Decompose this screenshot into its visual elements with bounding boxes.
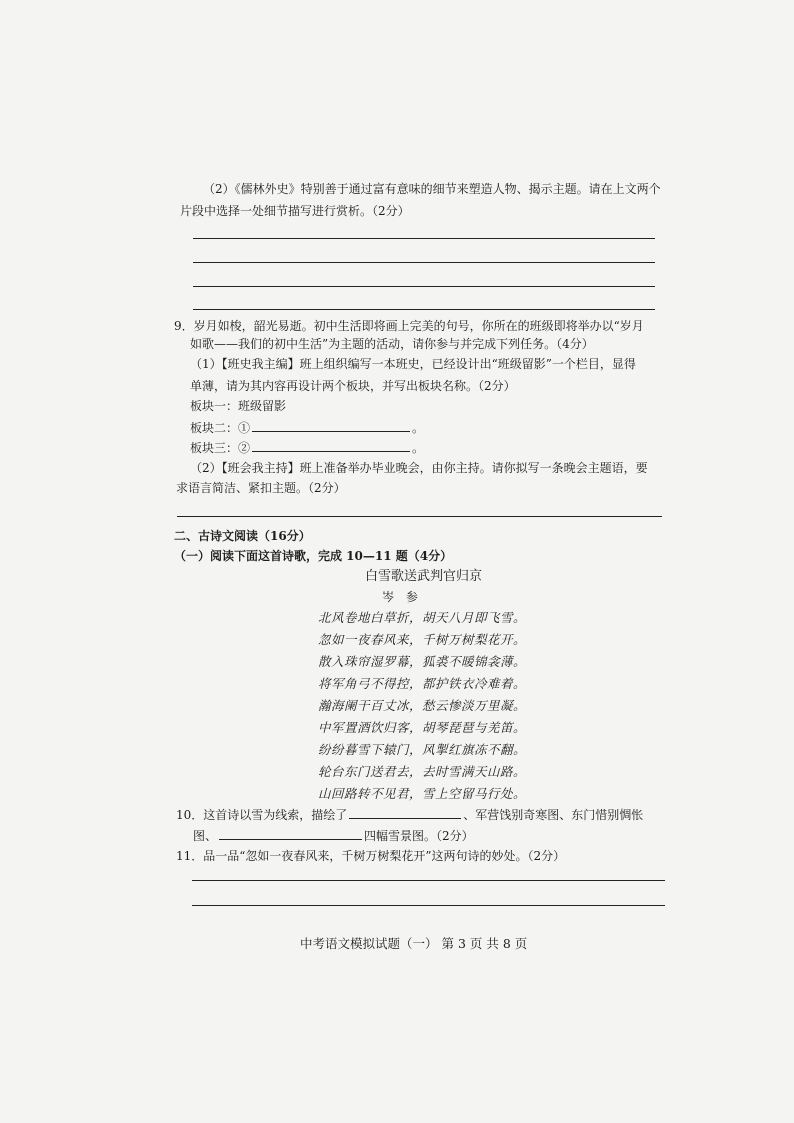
block-3-label: 板块三：② [190, 441, 251, 455]
block-3 [190, 439, 424, 456]
block-2-label: 板块二：① [190, 421, 251, 435]
q10-part1: 10．这首诗以雪为线索，描绘了 [176, 808, 348, 822]
block-2-blank [252, 419, 410, 432]
q9-2-line2: 求语言简洁、紧扣主题。（2分） [176, 481, 346, 495]
q9-line2: 如歌——我们的初中生活”为主题的活动，请你参与并完成下列任务。（4分） [190, 337, 594, 351]
section-heading: 二、古诗文阅读（16分） [174, 529, 311, 543]
block-3-period: 。 [412, 441, 425, 455]
q10-part4: 四幅雪景图。（2分） [364, 829, 474, 843]
block-2-period: 。 [412, 421, 425, 435]
answer-line [193, 262, 655, 263]
q10-line1 [176, 806, 643, 823]
poem-line: 轮台东门送君去，去时雪满天山路。 [318, 764, 527, 779]
q10-part2: 、军营饯别奇寒图、东门惜别惆怅 [463, 808, 644, 822]
q8-2-line2: 片段中选择一处细节描写进行赏析。（2分） [180, 204, 410, 218]
page-footer: 中考语文模拟试题（一） 第 3 页 共 8 页 [300, 936, 528, 951]
block-1: 板块一：班级留影 [190, 399, 287, 413]
q8-2-line1: （2）《儒林外史》特别善于通过富有意味的细节来塑造人物、揭示主题。请在上文两个 [203, 182, 661, 196]
q9-1-line1: （1）【班史我主编】班上组织编写一本班史，已经设计出“班级留影”一个栏目，显得 [190, 357, 636, 371]
answer-line [192, 905, 665, 906]
q11-text: 11．品一品“忽如一夜春风来，千树万树梨花开”这两句诗的妙处。（2分） [176, 849, 566, 863]
q9-line1: 9．岁月如梭，韶光易逝。初中生活即将画上完美的句号，你所在的班级即将举办以“岁月 [174, 319, 644, 333]
block-3-blank [252, 439, 410, 452]
q10-line2 [193, 827, 474, 844]
poem-line: 忽如一夜春风来，千树万树梨花开。 [318, 632, 527, 647]
poem-line: 散入珠帘湿罗幕，狐裘不暖锦衾薄。 [318, 654, 527, 669]
answer-line [193, 238, 655, 239]
poem-line: 北风卷地白草折，胡天八月即飞雪。 [318, 610, 527, 625]
q10-blank-1 [349, 806, 461, 819]
poem-line: 山回路转不见君，雪上空留马行处。 [318, 786, 527, 801]
subsection-heading: （一）阅读下面这首诗歌，完成 10—11 题（4分） [174, 549, 453, 563]
answer-line [193, 286, 655, 287]
answer-line [193, 309, 655, 310]
poem-title: 白雪歌送武判官归京 [365, 569, 483, 584]
block-2 [190, 419, 424, 436]
answer-line [192, 880, 665, 881]
poem-line: 纷纷暮雪下辕门，风掣红旗冻不翻。 [318, 742, 527, 757]
q10-blank-2 [219, 827, 362, 840]
q10-part3: 图、 [193, 829, 218, 843]
q9-1-line2: 单薄，请为其内容再设计两个板块，并写出板块名称。（2分） [190, 379, 516, 393]
answer-line [177, 516, 662, 517]
poem-line: 瀚海阑干百丈冰，愁云惨淡万里凝。 [318, 698, 527, 713]
poem-line: 中军置酒饮归客，胡琴琵琶与羌笛。 [318, 720, 527, 735]
q9-2-line1: （2）【班会我主持】班上准备举办毕业晚会，由你主持。请你拟写一条晚会主题语，要 [190, 461, 648, 475]
poem-line: 将军角弓不得控，都护铁衣冷难着。 [318, 676, 527, 691]
poem-author: 岑 参 [382, 590, 422, 604]
